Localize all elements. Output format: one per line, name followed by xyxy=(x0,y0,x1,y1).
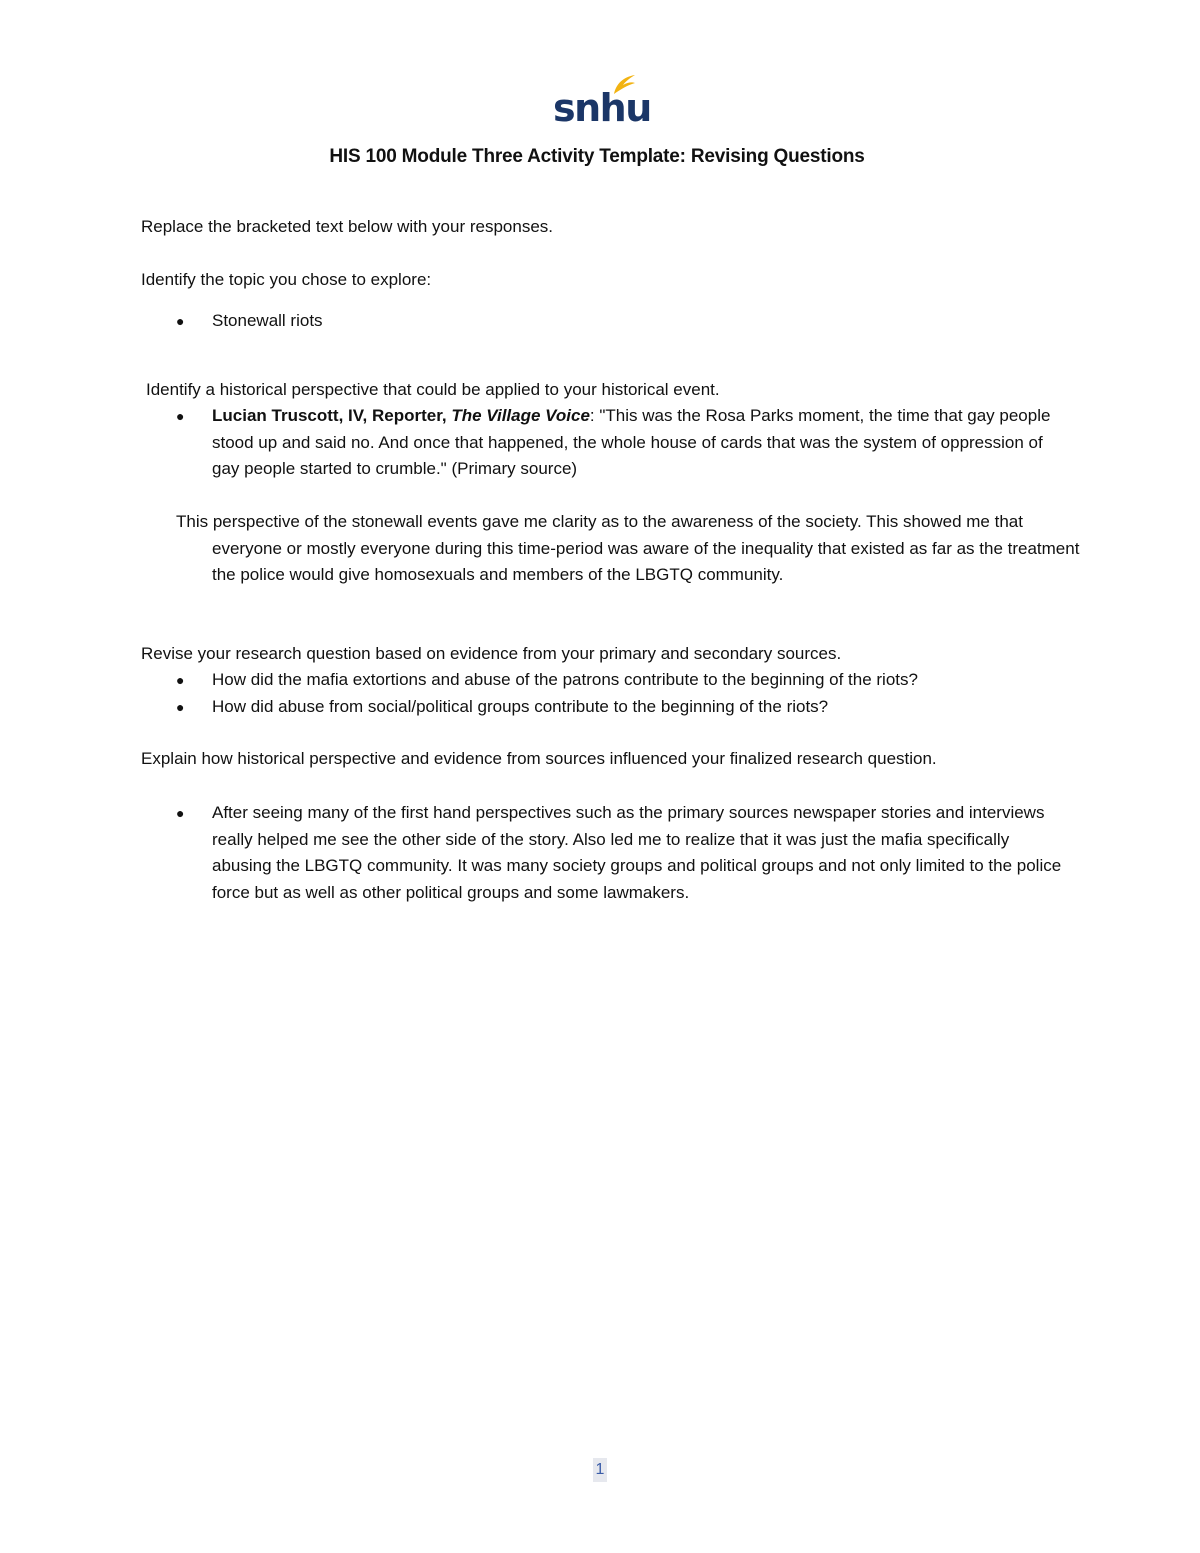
bullet-icon: ● xyxy=(176,699,185,715)
bullet-icon: ● xyxy=(176,313,185,329)
revise-item: How did the mafia extortions and abuse of the patrons contribute to the beginning of the riots? xyxy=(212,670,918,689)
page-number: 1 xyxy=(593,1458,607,1482)
topic-prompt: Identify the topic you chose to explore: xyxy=(141,270,432,289)
topic-item: Stonewall riots xyxy=(212,311,323,330)
quote-author: Lucian Truscott, IV, Reporter, xyxy=(212,406,452,425)
perspective-reflection: This perspective of the stonewall events gave me clarity as to the awareness of the society. This showed me that everyone or mostly everyone during this time-period was aware of the inequality that existed as far as the treatment the police would give homosexuals and members of the LBGTQ community. xyxy=(176,512,1080,584)
bullet-icon: ● xyxy=(176,408,185,424)
revise-prompt: Revise your research question based on evidence from your primary and secondary sources. xyxy=(141,644,842,663)
quote-colon: : xyxy=(589,406,595,425)
perspective-quote xyxy=(212,403,1072,483)
logo-text: snhu xyxy=(553,86,651,130)
revise-item: How did abuse from social/political groups contribute to the beginning of the riots? xyxy=(212,697,829,716)
quote-text: "This was the Rosa Parks moment, the time that gay people stood up and said no. And once that happened, the whole house of cards that was the system of oppression of gay people started to crumble." (Primary source) xyxy=(212,406,1051,478)
explain-item: After seeing many of the first hand perspectives such as the primary sources newspaper stories and interviews really helped me see the other side of the story. Also led me to realize that it was just the mafia specifically abusing the LBGTQ community. It was many society groups and political groups and not only limited to the police force but as well as other political groups and some lawmakers. xyxy=(212,803,1062,902)
instructions-text: Replace the bracketed text below with your responses. xyxy=(141,217,554,236)
document-title: HIS 100 Module Three Activity Template: Revising Questions xyxy=(329,146,865,167)
leaf-icon xyxy=(611,74,637,96)
quote-publication: The Village Voice xyxy=(451,406,590,425)
explain-prompt: Explain how historical perspective and evidence from sources influenced your finalized research question. xyxy=(141,749,937,768)
bullet-icon: ● xyxy=(176,672,185,688)
snhu-logo xyxy=(553,74,651,134)
bullet-icon: ● xyxy=(176,805,185,821)
perspective-prompt: Identify a historical perspective that could be applied to your historical event. xyxy=(146,380,720,399)
